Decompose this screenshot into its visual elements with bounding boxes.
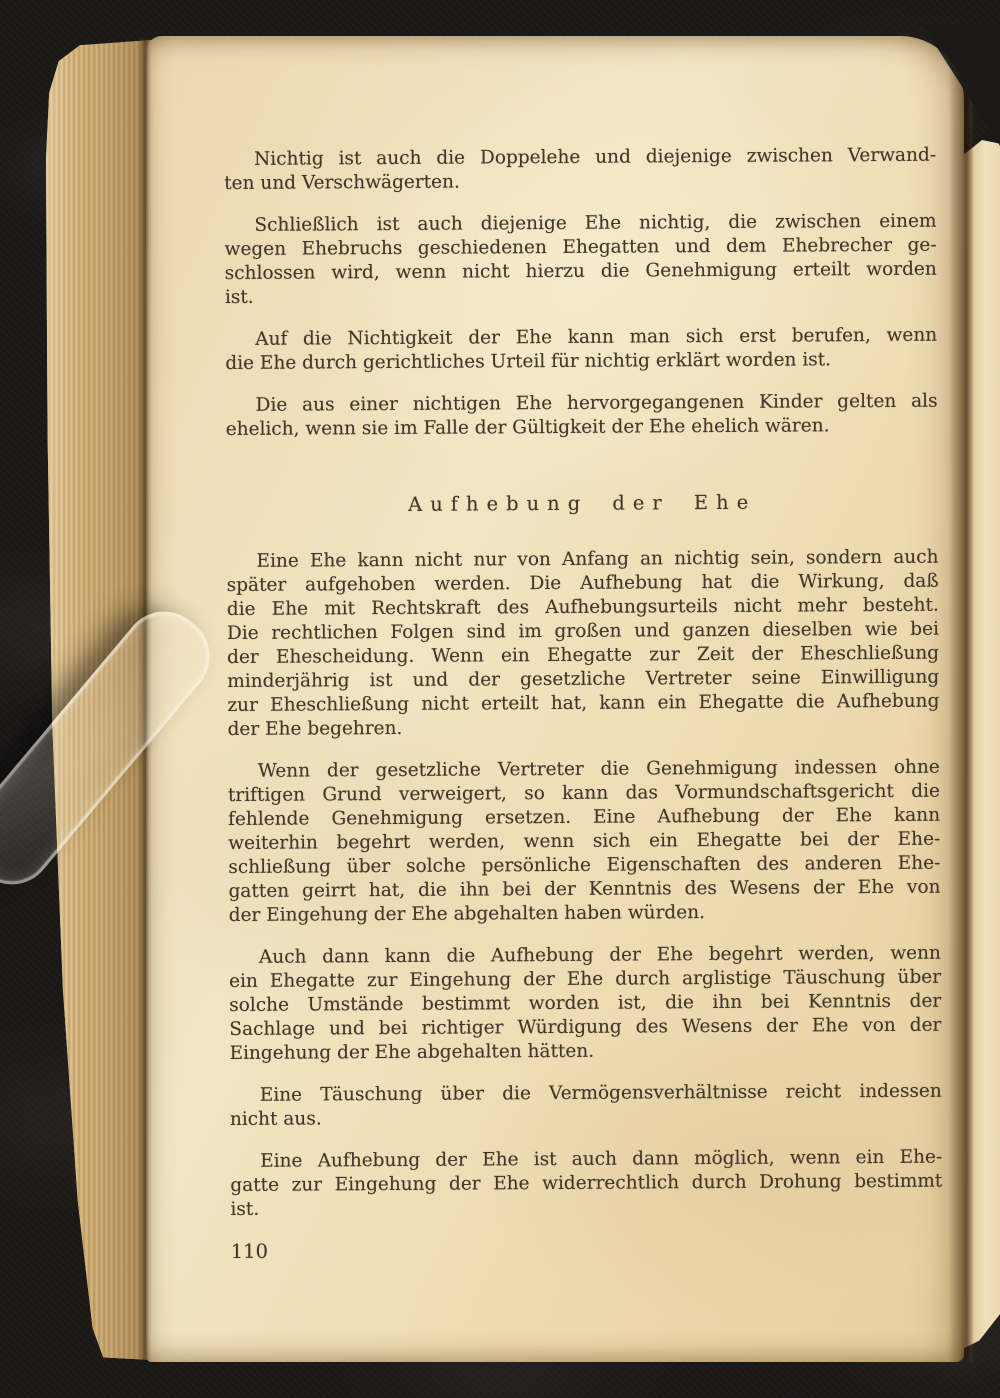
- paragraph: [226, 546, 939, 742]
- text-line: nicht aus.: [229, 1108, 322, 1130]
- text-line: ten und Verschwägerten.: [224, 171, 460, 194]
- text-line: triftigen Grund verweigert, so kann das Vormundschaftsgericht die: [227, 780, 941, 806]
- paragraph: [225, 324, 937, 376]
- text-line: schlossen wird, wenn nicht hierzu die Genehmigung erteilt worden: [224, 258, 937, 284]
- text-line: Nichtig ist auch die Doppelehe und diejenige zwischen Verwand-: [254, 144, 937, 170]
- text-line: die Ehe mit Rechtskraft des Aufhebungsurteils nicht mehr besteht.: [226, 594, 939, 620]
- text-line: wegen Ehebruchs geschiedenen Ehegatten und dem Ehebrecher ge-: [224, 234, 937, 260]
- text-line: ist.: [230, 1198, 260, 1220]
- text-line: Eine Täuschung über die Vermögensverhältnisse reicht indessen: [259, 1080, 942, 1106]
- text-line: Schließlich ist auch diejenige Ehe nichtig, die zwischen einem: [254, 210, 937, 236]
- page-number: 110: [230, 1239, 269, 1263]
- text-line: fehlende Genehmigung ersetzen. Eine Aufhebung der Ehe kann: [228, 804, 941, 830]
- text-line: gatte zur Eingehung der Ehe widerrechtlich durch Drohung bestimmt: [230, 1170, 943, 1196]
- text-line: ein Ehegatte zur Eingehung der Ehe durch arglistige Täuschung über: [229, 966, 942, 992]
- text-line: gatten geirrt hat, die ihn bei der Kenntnis des Wesens der Ehe von: [228, 876, 941, 902]
- text-line: Auch dann kann die Aufhebung der Ehe begehrt werden, wenn: [258, 942, 941, 968]
- text-line: ist.: [224, 286, 254, 308]
- text-line: Eine Ehe kann nicht nur von Anfang an nichtig sein, sondern auch: [256, 546, 939, 572]
- paragraph: [230, 1146, 942, 1222]
- text-line: zur Eheschließung nicht erteilt hat, kann ein Ehegatte die Aufhebung: [227, 690, 940, 716]
- text-line: Die rechtlichen Folgen sind im großen und ganzen dieselben wie bei: [226, 618, 940, 644]
- text-line: schließung über solche persönliche Eigenschaften des anderen Ehe-: [228, 852, 941, 878]
- text-line: weiterhin begehrt werden, wenn sich ein Ehegatte bei der Ehe-: [228, 828, 941, 854]
- paragraph: [224, 210, 937, 310]
- text-line: minderjährig ist und der gesetzliche Vertreter seine Einwilligung: [227, 666, 940, 692]
- text-line: Die aus einer nichtigen Ehe hervorgegangenen Kinder gelten als: [255, 390, 938, 416]
- text-line: der Ehe begehren.: [227, 717, 403, 740]
- text-line: solche Umstände bestimmt worden ist, die ihn bei Kenntnis der: [229, 990, 942, 1016]
- text-line: Eine Aufhebung der Ehe ist auch dann möglich, wenn ein Ehe-: [260, 1146, 943, 1172]
- paragraph: [226, 390, 938, 442]
- text-line: Auf die Nichtigkeit der Ehe kann man sich erst berufen, wenn: [255, 324, 938, 350]
- paragraph: [230, 1080, 942, 1132]
- paragraph: [229, 942, 942, 1066]
- book-gutter-shadow: [948, 32, 974, 1362]
- page-text: [224, 144, 943, 1264]
- text-line: später aufgehoben werden. Die Aufhebung hat die Wirkung, daß: [226, 570, 939, 596]
- text-line: Wenn der gesetzliche Vertreter die Genehmigung indessen ohne: [257, 756, 940, 782]
- text-line: ehelich, wenn sie im Falle der Gültigkeit der Ehe ehelich wären.: [225, 415, 830, 440]
- section-heading: Aufhebung der Ehe: [408, 490, 757, 516]
- paragraph: [228, 756, 941, 928]
- text-line: Sachlage und bei richtiger Würdigung des Wesens der Ehe von der: [229, 1014, 942, 1040]
- paragraph: [224, 144, 936, 196]
- text-line: Eingehung der Ehe abgehalten hätten.: [229, 1040, 595, 1064]
- book-page: [146, 36, 964, 1362]
- text-line: die Ehe durch gerichtliches Urteil für nichtig erklärt worden ist.: [225, 349, 832, 374]
- text-line: der Eingehung der Ehe abgehalten haben würden.: [228, 902, 706, 926]
- text-line: der Ehescheidung. Wenn ein Ehegatte zur Zeit der Eheschließung: [227, 642, 940, 668]
